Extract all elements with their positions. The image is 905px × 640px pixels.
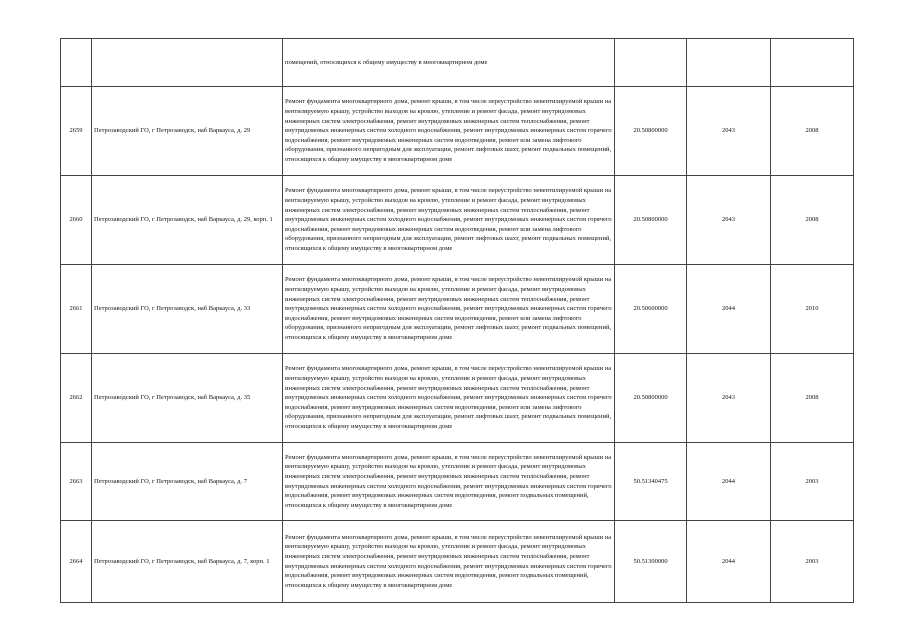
value-cell: 20.50800000 (615, 176, 687, 265)
table-row (61, 265, 854, 354)
address-cell: Петрозаводский ГО, г Петрозаводск, наб Варкауса, д. 29, корп. 1 (92, 176, 283, 265)
table-row (61, 521, 854, 603)
year-previous-cell: 2008 (771, 87, 854, 176)
row-number: 2661 (61, 265, 92, 354)
table-row (61, 176, 854, 265)
row-number: 2662 (61, 354, 92, 443)
year-planned-cell (687, 39, 771, 87)
row-number: 2664 (61, 521, 92, 603)
table-row (61, 354, 854, 443)
repair-program-table (60, 38, 854, 603)
year-previous-cell: 2003 (771, 443, 854, 521)
year-planned-cell: 2043 (687, 176, 771, 265)
row-number: 2663 (61, 443, 92, 521)
value-cell: 20.50800000 (615, 87, 687, 176)
year-previous-cell (771, 39, 854, 87)
works-cell: Ремонт фундамента многоквартирного дома, ремонт крыши, в том числе переустройство невентилируемой крыши на вентилируемую крышу, устройство выходов на кровлю, утепление и ремонт фасада, ремонт внутридомовых инженерных систем электроснабжения, ремонт внутридомовых инженерных систем теплоснабжения, ремонт внутридомовых инженерных систем холодного водоснабжения, ремонт внутридомовых инженерных систем горячего водоснабжения, ремонт внутридомовых инженерных систем водоотведения, ремонт подвальных помещений, относящихся к общему имуществу в многоквартирном доме (283, 521, 615, 603)
address-cell (92, 39, 283, 87)
year-planned-cell: 2044 (687, 443, 771, 521)
works-cell: Ремонт фундамента многоквартирного дома, ремонт крыши, в том числе переустройство невентилируемой крыши на вентилируемую крышу, устройство выходов на кровлю, утепление и ремонт фасада, ремонт внутридомовых инженерных систем электроснабжения, ремонт внутридомовых инженерных систем теплоснабжения, ремонт внутридомовых инженерных систем холодного водоснабжения, ремонт внутридомовых инженерных систем горячего водоснабжения, ремонт внутридомовых инженерных систем водоотведения, ремонт или замена лифтового оборудования, признанного непригодным для эксплуатации, ремонт лифтовых шахт, ремонт подвальных помещений, относящихся к общему имуществу в многоквартирном доме (283, 87, 615, 176)
works-cell: Ремонт фундамента многоквартирного дома, ремонт крыши, в том числе переустройство невентилируемой крыши на вентилируемую крышу, устройство выходов на кровлю, утепление и ремонт фасада, ремонт внутридомовых инженерных систем электроснабжения, ремонт внутридомовых инженерных систем теплоснабжения, ремонт внутридомовых инженерных систем холодного водоснабжения, ремонт внутридомовых инженерных систем горячего водоснабжения, ремонт внутридомовых инженерных систем водоотведения, ремонт или замена лифтового оборудования, признанного непригодным для эксплуатации, ремонт лифтовых шахт, ремонт подвальных помещений, относящихся к общему имуществу в многоквартирном доме (283, 265, 615, 354)
value-cell: 50.51340475 (615, 443, 687, 521)
year-planned-cell: 2044 (687, 265, 771, 354)
works-cell: Ремонт фундамента многоквартирного дома, ремонт крыши, в том числе переустройство невентилируемой крыши на вентилируемую крышу, устройство выходов на кровлю, утепление и ремонт фасада, ремонт внутридомовых инженерных систем электроснабжения, ремонт внутридомовых инженерных систем теплоснабжения, ремонт внутридомовых инженерных систем холодного водоснабжения, ремонт внутридомовых инженерных систем горячего водоснабжения, ремонт внутридомовых инженерных систем водоотведения, ремонт или замена лифтового оборудования, признанного непригодным для эксплуатации, ремонт лифтовых шахт, ремонт подвальных помещений, относящихся к общему имуществу в многоквартирном доме (283, 354, 615, 443)
value-cell: 20.50600000 (615, 265, 687, 354)
value-cell: 50.51300000 (615, 521, 687, 603)
address-cell: Петрозаводский ГО, г Петрозаводск, наб Варкауса, д. 35 (92, 354, 283, 443)
year-previous-cell: 2008 (771, 176, 854, 265)
table-row (61, 87, 854, 176)
table-row (61, 443, 854, 521)
address-cell: Петрозаводский ГО, г Петрозаводск, наб Варкауса, д. 7, корп. 1 (92, 521, 283, 603)
year-previous-cell: 2010 (771, 265, 854, 354)
year-previous-cell: 2003 (771, 521, 854, 603)
works-cell: Ремонт фундамента многоквартирного дома, ремонт крыши, в том числе переустройство невентилируемой крыши на вентилируемую крышу, устройство выходов на кровлю, утепление и ремонт фасада, ремонт внутридомовых инженерных систем электроснабжения, ремонт внутридомовых инженерных систем теплоснабжения, ремонт внутридомовых инженерных систем холодного водоснабжения, ремонт внутридомовых инженерных систем горячего водоснабжения, ремонт внутридомовых инженерных систем водоотведения, ремонт подвальных помещений, относящихся к общему имуществу в многоквартирном доме (283, 443, 615, 521)
row-number: 2660 (61, 176, 92, 265)
row-number: 2659 (61, 87, 92, 176)
works-cell: помещений, относящихся к общему имуществу в многоквартирном доме (283, 39, 615, 87)
year-planned-cell: 2044 (687, 521, 771, 603)
table-row (61, 39, 854, 87)
address-cell: Петрозаводский ГО, г Петрозаводск, наб Варкауса, д. 7 (92, 443, 283, 521)
value-cell (615, 39, 687, 87)
row-number (61, 39, 92, 87)
year-previous-cell: 2008 (771, 354, 854, 443)
address-cell: Петрозаводский ГО, г Петрозаводск, наб Варкауса, д. 33 (92, 265, 283, 354)
year-planned-cell: 2043 (687, 354, 771, 443)
address-cell: Петрозаводский ГО, г Петрозаводск, наб Варкауса, д. 29 (92, 87, 283, 176)
works-cell: Ремонт фундамента многоквартирного дома, ремонт крыши, в том числе переустройство невентилируемой крыши на вентилируемую крышу, устройство выходов на кровлю, утепление и ремонт фасада, ремонт внутридомовых инженерных систем электроснабжения, ремонт внутридомовых инженерных систем теплоснабжения, ремонт внутридомовых инженерных систем холодного водоснабжения, ремонт внутридомовых инженерных систем горячего водоснабжения, ремонт внутридомовых инженерных систем водоотведения, ремонт или замена лифтового оборудования, признанного непригодным для эксплуатации, ремонт лифтовых шахт, ремонт подвальных помещений, относящихся к общему имуществу в многоквартирном доме (283, 176, 615, 265)
year-planned-cell: 2043 (687, 87, 771, 176)
value-cell: 20.50800000 (615, 354, 687, 443)
